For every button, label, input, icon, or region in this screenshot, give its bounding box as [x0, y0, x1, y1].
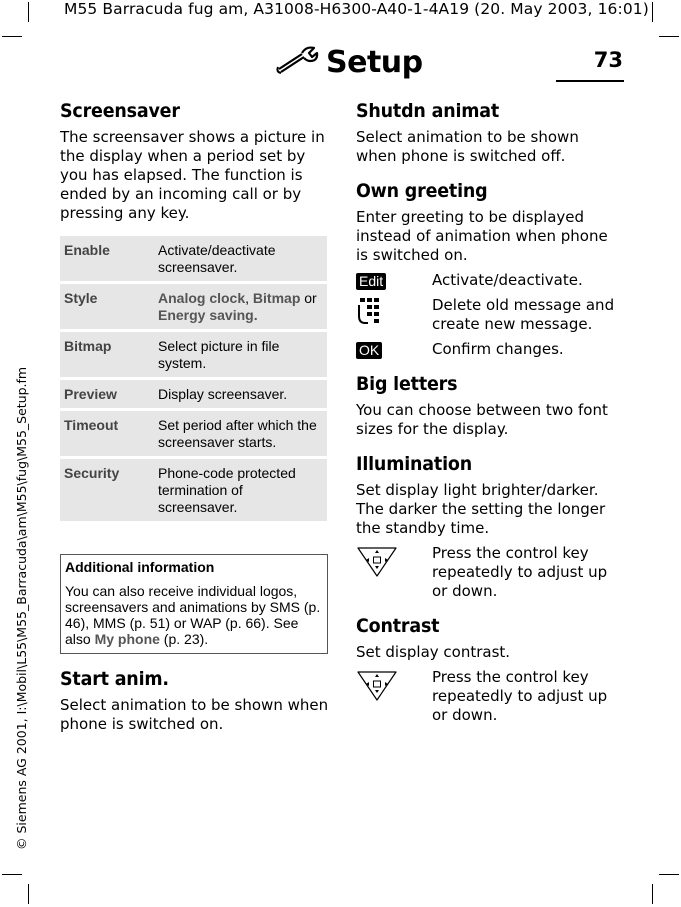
big-letters-heading: Big letters	[356, 373, 458, 395]
table-row	[60, 459, 327, 521]
start-anim-description: Select animation to be shown when phone is switched on.	[60, 696, 329, 733]
additional-info-box	[60, 554, 328, 654]
option-value: Set period after which the screensaver starts.	[158, 417, 317, 450]
option-value: Activate/deactivate screensaver.	[158, 242, 276, 275]
ok-softkey-icon: OK	[356, 342, 382, 359]
option-value: Phone-code protected termination of screensaver.	[158, 465, 296, 515]
list-item	[356, 271, 624, 290]
option-value	[154, 284, 327, 329]
illumination-description: Set display light brighter/darker. The darker the setting the longer the standby time.	[356, 481, 606, 537]
page-number: 73	[593, 48, 623, 72]
copyright-path: © Siemens AG 2001, I:\Mobil\L55\M55_Barracuda\am\M55\fug\M55_Setup.fm	[14, 366, 29, 850]
crop-mark	[652, 884, 653, 904]
option-separator: or	[300, 290, 317, 306]
own-greeting-heading: Own greeting	[356, 180, 488, 202]
info-text-part: (p. 23).	[159, 631, 209, 647]
option-value: Select picture in file system.	[158, 338, 280, 371]
contrast-description: Set display contrast.	[356, 643, 511, 661]
list-item	[356, 668, 624, 725]
option-analog-clock: Analog clock	[158, 290, 246, 306]
crop-mark	[28, 2, 29, 22]
screensaver-heading: Screensaver	[60, 100, 180, 122]
option-key: Style	[64, 290, 98, 306]
keypad-icon	[356, 311, 388, 330]
wrench-icon	[276, 45, 320, 80]
crop-mark	[28, 884, 29, 904]
edit-softkey-icon: Edit	[356, 273, 386, 290]
contrast-heading: Contrast	[356, 615, 440, 637]
info-title: Additional information	[65, 559, 215, 575]
list-item	[356, 296, 624, 334]
option-key: Timeout	[64, 417, 119, 433]
my-phone-link: My phone	[94, 631, 160, 647]
item-text: Delete old message and create new message.	[432, 296, 615, 333]
screensaver-options-table	[60, 233, 327, 524]
crop-mark	[2, 874, 22, 875]
item-text: Press the control key repeatedly to adjust up or down.	[432, 544, 608, 600]
option-key: Preview	[64, 386, 117, 402]
option-key: Bitmap	[64, 338, 112, 354]
crop-mark	[2, 36, 22, 37]
item-text: Confirm changes.	[432, 340, 564, 358]
crop-mark	[652, 2, 653, 22]
shutdn-animat-description: Select animation to be shown when phone is switched off.	[356, 128, 579, 165]
page-title	[276, 44, 423, 80]
option-value: Display screensaver.	[158, 386, 288, 402]
shutdn-animat-heading: Shutdn animat	[356, 100, 500, 122]
file-header: M55 Barracuda fug am, A31008-H6300-A40-1-4A19 (20. May 2003, 16:01)	[64, 0, 649, 18]
left-column	[60, 100, 330, 734]
table-row	[60, 411, 327, 456]
list-item	[356, 340, 624, 359]
option-bitmap: Bitmap	[252, 290, 301, 306]
option-key: Enable	[64, 242, 110, 258]
item-text: Press the control key repeatedly to adjust up or down.	[432, 668, 608, 724]
crop-mark	[659, 36, 679, 37]
crop-mark	[659, 874, 679, 875]
table-row	[60, 380, 327, 408]
right-column	[356, 100, 624, 725]
table-row	[60, 236, 327, 281]
title-underline	[556, 80, 624, 82]
title-text: Setup	[326, 44, 423, 80]
option-key: Security	[64, 465, 120, 481]
big-letters-description: You can choose between two font sizes for the display.	[356, 401, 608, 438]
list-item	[356, 544, 624, 601]
info-text-part: You can also receive individual logos, screensavers and animations by SMS (p. 46), MMS (p. 51) or WAP (p. 66). See also	[65, 583, 321, 647]
control-key-icon	[356, 687, 398, 706]
table-row	[60, 332, 327, 377]
table-row	[60, 284, 327, 329]
item-text: Activate/deactivate.	[432, 271, 583, 289]
start-anim-heading: Start anim.	[60, 668, 169, 690]
option-separator: ,	[245, 290, 253, 306]
illumination-heading: Illumination	[356, 453, 472, 475]
info-text	[65, 583, 323, 647]
screensaver-description: The screensaver shows a picture in the display when a period set by you has elapsed. The function is ended by an incoming call or by pressing any key.	[60, 128, 325, 222]
control-key-icon	[356, 563, 398, 582]
own-greeting-description: Enter greeting to be displayed instead of animation when phone is switched on.	[356, 208, 608, 264]
option-energy-saving: Energy saving.	[158, 307, 258, 323]
